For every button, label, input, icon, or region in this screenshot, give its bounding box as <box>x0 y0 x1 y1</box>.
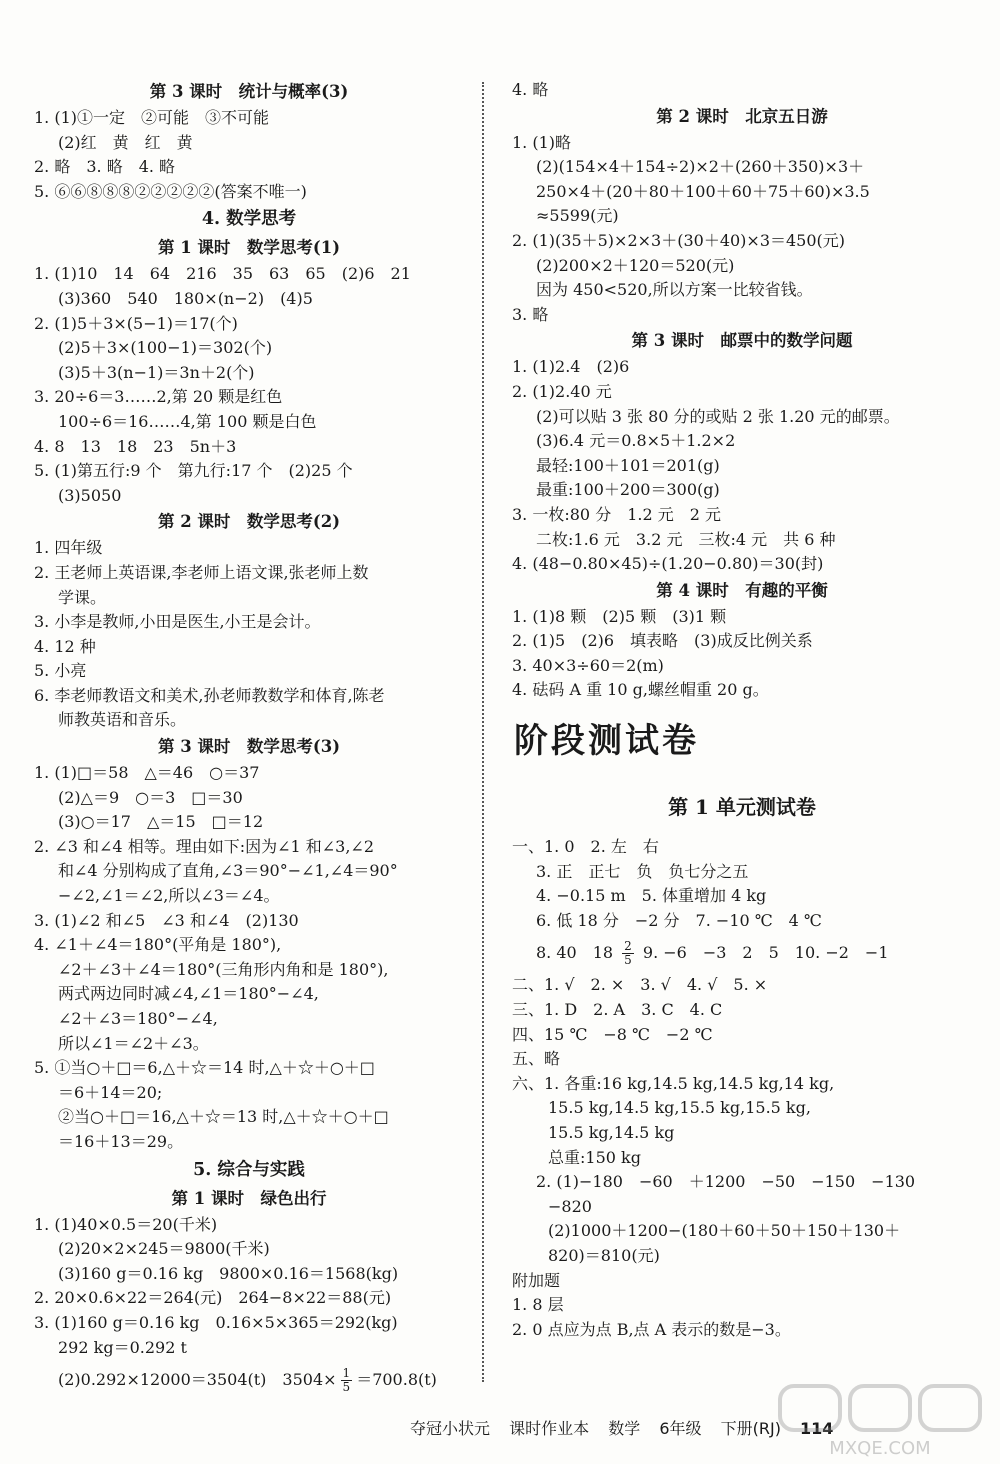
answer-line: 4. 砝码 A 重 10 g,螺丝帽重 20 g。 <box>512 680 769 700</box>
answer-line: 5. ⑥⑥⑧⑧⑧②②②②②(答案不唯一) <box>34 181 307 201</box>
answer-line: 附加题 <box>512 1270 561 1290</box>
answer-line: (2)(154×4＋154÷2)×2＋(260＋350)×3＋ <box>536 157 865 177</box>
answer-line: 四、15 ℃ −8 ℃ −2 ℃ <box>512 1024 713 1044</box>
answer-line: 2. 20×0.6×22＝264(元) 264−8×22＝88(元) <box>34 1288 392 1308</box>
answer-line: 一、1. 0 2. 左 右 <box>512 837 659 857</box>
answer-line: 1. (1)①一定 ②可能 ③不可能 <box>34 108 270 127</box>
answer-line: 2. 0 点应为点 B,点 A 表示的数是−3。 <box>512 1319 791 1339</box>
answer-line: 292 kg＝0.292 t <box>58 1337 187 1357</box>
answer-line: ＝16＋13＝29。 <box>58 1131 184 1151</box>
answer-line: (2)可以贴 3 张 80 分的或贴 2 张 1.20 元的邮票。 <box>536 406 900 426</box>
answer-line: (2)△＝9 ○＝3 □＝30 <box>58 787 243 807</box>
answer-line: 学课。 <box>58 587 107 607</box>
answer-line: 3. 小李是教师,小田是医生,小王是会计。 <box>34 612 321 632</box>
lesson-heading: 第 4 课时 有趣的平衡 <box>656 580 828 600</box>
answer-line: 4. (48−0.80×45)÷(1.20−0.80)＝30(封) <box>512 554 824 574</box>
answer-line: (2)20×2×245＝9800(千米) <box>58 1239 270 1259</box>
footer-volume: 下册(RJ) <box>720 1419 781 1438</box>
answer-line: (2)1000＋1200−(180＋60＋50＋150＋130＋ <box>548 1221 901 1241</box>
answer-line: 4. −0.15 m 5. 体重增加 4 kg <box>536 886 767 906</box>
unit-test-title: 第 1 单元测试卷 <box>668 795 816 820</box>
answer-line: (3)○＝17 △＝15 □＝12 <box>58 812 264 832</box>
answer-line: ≈5599(元) <box>536 206 619 226</box>
answer-line: 1. 8 层 <box>512 1295 564 1315</box>
answer-line: 二、1. √ 2. × 3. √ 4. √ 5. × <box>512 975 768 995</box>
answer-line: 6. 李老师教语文和美术,孙老师教数学和体育,陈老 <box>34 685 385 705</box>
fraction-denominator: 5 <box>624 953 632 968</box>
answer-line: 三、1. D 2. A 3. C 4. C <box>512 1000 723 1020</box>
answer-line: 1. 四年级 <box>34 538 103 558</box>
answer-line: 和∠4 分别构成了直角,∠3＝90°−∠1,∠4＝90° <box>58 861 398 881</box>
fraction-answer-line <box>512 933 972 973</box>
fraction-answer-line <box>34 1360 464 1400</box>
answer-line: 3. 正 正七 负 负七分之五 <box>536 861 749 881</box>
answer-line: 250×4＋(20＋80＋100＋60＋75＋60)×3.5 <box>536 181 870 201</box>
answer-line: 1. (1)2.4 (2)6 <box>512 357 630 377</box>
section-heading: 5. 综合与实践 <box>193 1159 305 1180</box>
right-column <box>512 78 972 1342</box>
fraction-line-after: ＝700.8(t) <box>356 1370 437 1390</box>
answer-line: ∠2＋∠3＋∠4＝180°(三角形内角和是 180°), <box>58 959 389 979</box>
answer-line: 5. 小亮 <box>34 661 87 681</box>
right-section-a <box>512 78 972 703</box>
right-section-b <box>512 835 972 933</box>
answer-line: 两式两边同时减∠4,∠1＝180°−∠4, <box>58 984 319 1004</box>
answer-line: 最重:100＋200＝300(g) <box>536 480 720 500</box>
page-number: 114 <box>800 1419 834 1438</box>
footer-brand: 夺冠小状元 <box>410 1419 491 1438</box>
left-column <box>34 78 464 1400</box>
answer-line: 100÷6＝16……4,第 100 颗是白色 <box>58 411 317 431</box>
answer-line: 5. (1)第五行:9 个 第九行:17 个 (2)25 个 <box>34 461 353 481</box>
answer-line: 3. 一枚:80 分 1.2 元 2 元 <box>512 504 721 524</box>
answer-line: 1. (1)略 <box>512 132 572 152</box>
answer-line: ②当○＋□＝16,△＋☆＝13 时,△＋☆＋○＋□ <box>58 1107 389 1127</box>
answer-line: (2)红 黄 红 黄 <box>58 132 193 152</box>
answer-line: 4. 8 13 18 23 5n＋3 <box>34 436 237 456</box>
lesson-heading: 第 2 课时 数学思考(2) <box>157 512 341 532</box>
answer-line: 1. (1)□＝58 △＝46 ○＝37 <box>34 763 260 783</box>
right-section-c <box>512 973 972 1342</box>
answer-line: 二枚:1.6 元 3.2 元 三枚:4 元 共 6 种 <box>536 529 836 549</box>
answer-line: 3. (1)∠2 和∠5 ∠3 和∠4 (2)130 <box>34 910 299 930</box>
answer-line: 六、1. 各重:16 kg,14.5 kg,14.5 kg,14 kg, <box>512 1073 835 1093</box>
answer-line: (3)160 g＝0.16 kg 9800×0.16＝1568(kg) <box>58 1263 399 1283</box>
answer-line: 3. 40×3÷60＝2(m) <box>512 655 664 675</box>
section-heading: 4. 数学思考 <box>201 209 297 230</box>
answer-line: 6. 低 18 分 −2 分 7. −10 ℃ 4 ℃ <box>536 910 822 930</box>
answer-line: (3)5＋3(n−1)＝3n＋2(个) <box>58 362 255 382</box>
fraction-denominator: 5 <box>342 1380 351 1395</box>
footer-book: 课时作业本 <box>509 1419 590 1438</box>
answer-line: 4. ∠1＋∠4＝180°(平角是 180°), <box>34 935 282 955</box>
answer-line: 3. 20÷6＝3……2,第 20 颗是红色 <box>34 387 283 407</box>
lesson-heading: 第 1 课时 绿色出行 <box>171 1188 327 1208</box>
answer-line: 2. (1)(35＋5)×2×3＋(30＋40)×3＝450(元) <box>512 230 846 250</box>
answer-line: 2. 略 3. 略 4. 略 <box>34 157 176 177</box>
answer-line: 1. (1)10 14 64 216 35 63 65 (2)6 21 <box>34 264 411 284</box>
answer-line: 15.5 kg,14.5 kg,15.5 kg,15.5 kg, <box>548 1098 811 1118</box>
answer-line: 总重:150 kg <box>548 1147 641 1167</box>
answer-line: (3)5050 <box>58 485 122 505</box>
answer-line: 2. (1)5＋3×(5−1)＝17(个) <box>34 313 238 333</box>
answer-line: 2. ∠3 和∠4 相等。理由如下:因为∠1 和∠3,∠2 <box>34 836 375 856</box>
answer-line: 五、略 <box>512 1049 561 1069</box>
answer-line: 5. ①当○＋□＝6,△＋☆＝14 时,△＋☆＋○＋□ <box>34 1058 375 1078</box>
answer-line: 师教英语和音乐。 <box>58 710 187 730</box>
fraction-numerator: 1 <box>342 1366 351 1381</box>
fraction <box>622 940 634 967</box>
answer-line: 1. (1)8 颗 (2)5 颗 (3)1 颗 <box>512 606 727 626</box>
watermark-logo <box>770 1380 990 1460</box>
answer-line: ＝6＋14＝20; <box>58 1082 163 1102</box>
answer-line: 2. (1)5 (2)6 填表略 (3)成反比例关系 <box>512 631 813 651</box>
answer-line: 3. 略 <box>512 304 549 324</box>
answer-line: (2)200×2＋120＝520(元) <box>536 255 735 275</box>
answer-line: 最轻:100＋101＝201(g) <box>536 455 720 475</box>
answer-line: (2)5＋3×(100−1)＝302(个) <box>58 338 273 358</box>
answer-line: 1. (1)40×0.5＝20(千米) <box>34 1214 218 1234</box>
fraction-numerator: 2 <box>624 939 632 954</box>
lesson-heading: 第 3 课时 数学思考(3) <box>157 737 341 757</box>
answer-line: 2. (1)−180 −60 ＋1200 −50 −150 −130 <box>536 1172 916 1192</box>
fraction-line-after: 9. −6 −3 2 5 10. −2 −1 <box>642 943 889 963</box>
answer-line: −820 <box>548 1196 592 1216</box>
answer-line: 4. 12 种 <box>34 636 96 656</box>
answer-line: 因为 450<520,所以方案一比较省钱。 <box>536 280 813 300</box>
lesson-heading: 第 3 课时 邮票中的数学问题 <box>631 331 853 351</box>
footer-subject: 数学 <box>608 1419 641 1438</box>
answer-line: ∠2＋∠3＝180°−∠4, <box>58 1009 218 1028</box>
lesson-heading: 第 2 课时 北京五日游 <box>656 106 828 126</box>
stage-test-title: 阶段测试卷 <box>514 721 699 762</box>
fraction-line-before: 8. 40 18 <box>536 943 614 963</box>
answer-line: 820)＝810(元) <box>548 1245 660 1265</box>
fraction <box>341 1367 353 1394</box>
answer-line: 15.5 kg,14.5 kg <box>548 1123 675 1142</box>
column-divider <box>482 82 484 1382</box>
answer-line: 3. (1)160 g＝0.16 kg 0.16×5×365＝292(kg) <box>34 1312 398 1332</box>
answer-line: (3)360 540 180×(n−2) (4)5 <box>58 288 313 308</box>
watermark-text: MXQE.COM <box>829 1438 931 1459</box>
lesson-heading: 第 1 课时 数学思考(1) <box>157 238 341 258</box>
answer-line: 4. 略 <box>512 80 549 99</box>
fraction-line-before: (2)0.292×12000＝3504(t) 3504× <box>58 1370 337 1390</box>
answer-line: 2. 王老师上英语课,李老师上语文课,张老师上数 <box>34 562 369 582</box>
answer-line: −∠2,∠1＝∠2,所以∠3＝∠4。 <box>58 886 280 906</box>
answer-line: (3)6.4 元＝0.8×5＋1.2×2 <box>536 431 736 451</box>
footer-grade: 6年级 <box>659 1419 702 1438</box>
answer-line: 所以∠1＝∠2＋∠3。 <box>58 1033 209 1053</box>
lesson-heading: 第 3 课时 统计与概率(3) <box>149 82 349 101</box>
answer-line: 2. (1)2.40 元 <box>512 381 612 401</box>
